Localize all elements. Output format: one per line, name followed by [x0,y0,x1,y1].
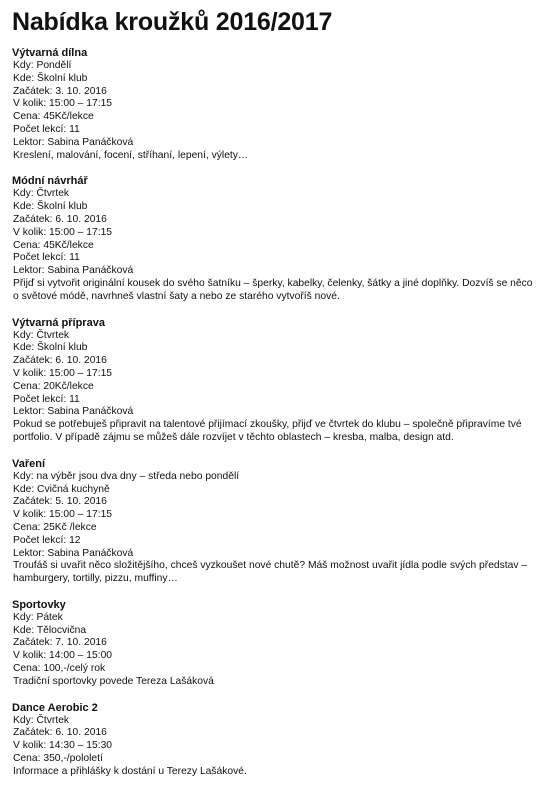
course-detail-line: Informace a přihlášky k dostání u Terezy Lašákové. [13,765,247,777]
course-section [12,702,542,779]
course-detail-line: Kdy: Pondělí [13,60,72,71]
course-heading: Vaření [12,457,46,470]
course-detail-line: Kde: Cvičná kuchyně [13,483,110,495]
course-detail-line: Počet lekcí: 12 [13,534,81,546]
course-detail-line: Kdy: Čtvrtek [13,714,70,726]
course-detail-line: V kolik: 14:30 – 15:30 [13,740,113,752]
course-heading: Módní návrhář [12,175,88,188]
course-detail-line: Kdy: Čtvrtek [13,188,70,200]
course-section [12,599,542,689]
course-heading: Výtvarná dílna [12,47,88,59]
course-detail-line: Kde: Školní klub [13,342,88,354]
course-detail-line: Cena: 45Kč/lekce [13,111,94,123]
course-detail-line: Kde: Školní klub [13,201,88,213]
course-detail-line: Lektor: Sabina Panáčková [13,265,134,277]
course-detail-line: Počet lekcí: 11 [13,393,80,405]
course-section [12,47,542,162]
course-detail-line: Lektor: Sabina Panáčková [13,547,134,559]
course-detail-line: Cena: 45Kč/lekce [13,239,94,251]
course-detail-line: Začátek: 6. 10. 2016 [13,355,107,367]
course-description: Troufáš si uvařit něco složitějšího, chceš vyzkoušet nové chutě? Máš možnost uvařit jídla podle svých představ – hamburgery, tortilly, pizzu, muffiny… [13,560,528,585]
course-detail-line: Kdy: Pátek [13,611,63,623]
course-detail-line: V kolik: 15:00 – 17:15 [13,367,113,379]
course-detail-line: V kolik: 14:00 – 15:00 [13,650,113,662]
course-detail-line: Počet lekcí: 11 [13,252,80,264]
course-section [12,317,542,445]
course-detail-line: Kde: Tělocvična [13,624,87,636]
course-detail-line: Začátek: 6. 10. 2016 [13,727,107,739]
course-detail-line: Počet lekcí: 11 [13,123,80,135]
course-detail-line: Kdy: Čtvrtek [13,329,70,341]
page-title: Nabídka kroužků 2016/2017 [12,8,333,36]
course-detail-line: Tradiční sportovky povede Tereza Lašáková [13,675,214,687]
course-detail-line: Začátek: 6. 10. 2016 [13,213,107,225]
course-description: Pokud se potřebuješ připravit na talentové přijímací zkoušky, přijď ve čtvrtek do klubu – společně připravíme tvé portfolio. V případě zájmu se můžeš dále rozvíjet v těchto oblastech – kresba, malba, design atd. [13,419,522,443]
course-detail-line: Kreslení, malování, focení, stříhaní, lepení, výlety… [13,149,249,161]
course-detail-line: Cena: 100,-/celý rok [13,663,106,675]
course-detail-line: Začátek: 5. 10. 2016 [13,496,107,508]
course-detail-line: V kolik: 15:00 – 17:15 [13,98,113,110]
course-heading: Výtvarná příprava [12,316,105,329]
course-detail-line: Kdy: na výběr jsou dva dny – středa nebo pondělí [13,470,240,482]
course-detail-line: Cena: 25Kč /lekce [13,521,97,533]
course-list [12,47,542,779]
course-heading: Sportovky [12,598,66,611]
course-description: Přijď si vytvořit originální kousek do svého šatníku – šperky, kabelky, čelenky, šátky a jiné doplňky. Dozvíš se něco o světové módě, navrhneš vlastní šaty a nebo ze starého vytvoříš nové. [13,277,533,302]
course-section [12,175,542,303]
course-detail-line: Lektor: Sabina Panáčková [13,406,134,418]
course-detail-line: Lektor: Sabina Panáčková [13,136,134,148]
course-section [12,458,542,586]
course-detail-line: Cena: 20Kč/lekce [13,380,94,392]
course-detail-line: Začátek: 3. 10. 2016 [13,85,107,97]
course-detail-line: Kde: Školní klub [13,72,88,84]
course-detail-line: V kolik: 15:00 – 17:15 [13,509,113,521]
course-heading: Dance Aerobic 2 [12,701,98,714]
course-detail-line: Začátek: 7. 10. 2016 [13,637,107,649]
course-detail-line: Cena: 350,-/pololetí [13,753,103,765]
course-detail-line: V kolik: 15:00 – 17:15 [13,226,113,238]
